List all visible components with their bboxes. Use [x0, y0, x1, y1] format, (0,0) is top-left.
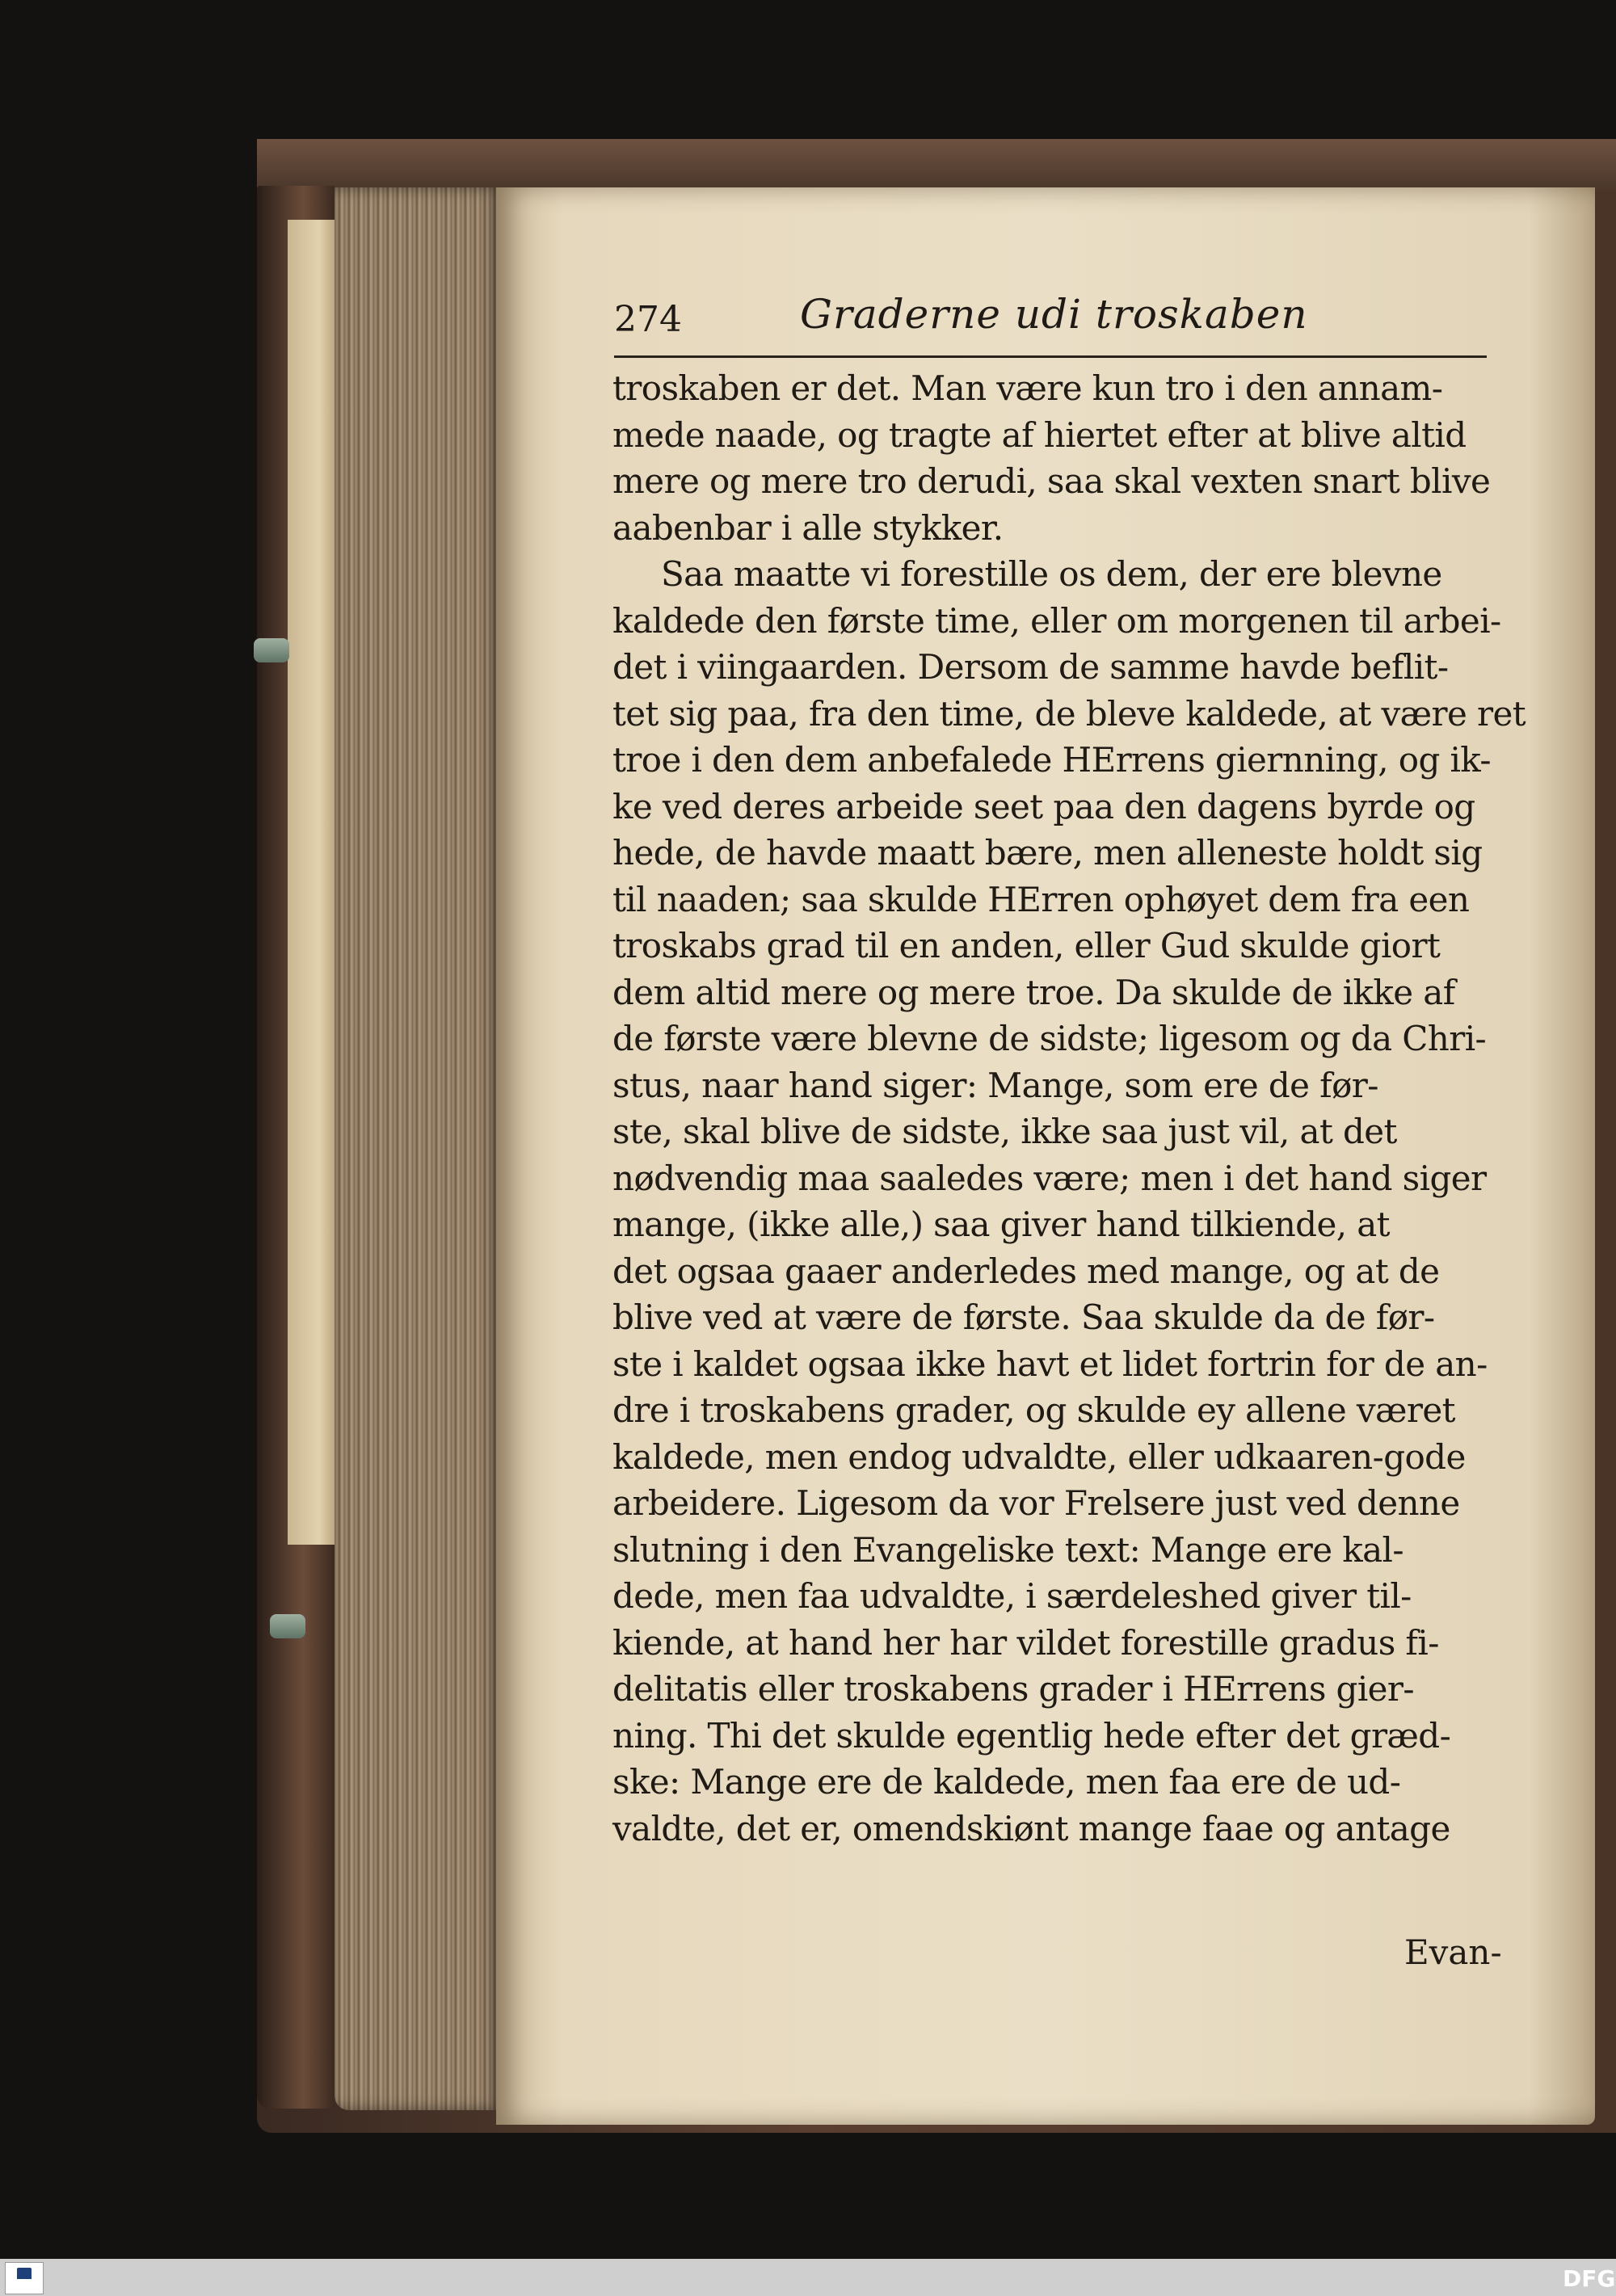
- text-line: ske: Mange ere de kaldede, men faa ere de ud-: [612, 1762, 1401, 1802]
- text-line: nødvendig maa saaledes være; men i det hand siger: [612, 1158, 1487, 1198]
- text-line: aabenbar i alle stykker.: [612, 507, 1004, 548]
- text-line: troskaben er det. Man være kun tro i den annam-: [612, 368, 1443, 408]
- text-line: tet sig paa, fra den time, de bleve kaldede, at være ret: [612, 693, 1526, 734]
- text-line: ste i kaldet ogsaa ikke havt et lidet fortrin for de an-: [612, 1344, 1488, 1384]
- text-line: kiende, at hand her har vildet forestille gradus fi-: [612, 1622, 1439, 1663]
- clasp-lower: [270, 1614, 305, 1638]
- flyleaf: [288, 220, 339, 1545]
- text-line: valdte, det er, omendskiønt mange faae og antage: [612, 1808, 1450, 1848]
- page-number: 274: [614, 299, 682, 340]
- text-line: ning. Thi det skulde egentlig hede efter det græd-: [612, 1715, 1451, 1756]
- page-header: [614, 291, 1487, 355]
- text-line: ste, skal blive de sidste, ikke saa just vil, at det: [612, 1112, 1397, 1151]
- library-logo-icon: [5, 2262, 44, 2294]
- text-line: blive ved at være de første. Saa skulde da de før-: [612, 1297, 1435, 1337]
- dfg-logo: DFG: [1563, 2265, 1616, 2292]
- text-line: mede naade, og tragte af hiertet efter at blive altid: [612, 414, 1467, 455]
- text-line: dem altid mere og mere troe. Da skulde de ikke af: [612, 972, 1455, 1012]
- text-line: kaldede den første time, eller om morgenen til arbei-: [612, 600, 1501, 641]
- cover-top-edge: [257, 139, 1616, 191]
- text-line: arbeidere. Ligesom da vor Frelsere just ved denne: [612, 1483, 1460, 1523]
- page-edges: [335, 187, 503, 2110]
- text-line: dede, men faa udvaldte, i særdeleshed giver til-: [612, 1576, 1412, 1616]
- text-line: ke ved deres arbeide seet paa den dagens byrde og: [612, 786, 1475, 826]
- running-title: Graderne udi troskaben: [800, 291, 1308, 338]
- header-rule: [614, 355, 1487, 358]
- text-line: Saa maatte vi forestille os dem, der ere blevne: [661, 554, 1442, 594]
- text-line: slutning i den Evangeliske text: Mange ere kal-: [612, 1529, 1403, 1570]
- text-line: mere og mere tro derudi, saa skal vexten snart blive: [612, 461, 1491, 501]
- text-line: de første være blevne de sidste; ligesom og da Chri-: [612, 1019, 1487, 1058]
- text-line: det i viingaarden. Dersom de samme havde beflit-: [612, 647, 1449, 687]
- clasp-upper: [254, 638, 289, 662]
- catchword: Evan-: [1404, 1932, 1502, 1972]
- text-line: troskabs grad til en anden, eller Gud skulde giort: [612, 926, 1441, 965]
- text-line: delitatis eller troskabens grader i HErrens gier-: [612, 1669, 1414, 1709]
- text-block: [612, 365, 1526, 1852]
- text-line: til naaden; saa skulde HErren ophøyet dem fra een: [612, 879, 1470, 919]
- text-line: kaldede, men endog udvaldte, eller udkaaren-gode: [612, 1436, 1466, 1477]
- text-line: mange, (ikke alle,) saa giver hand tilkiende, at: [612, 1205, 1390, 1244]
- text-line: troe i den dem anbefalede HErrens giernning, og ik-: [612, 740, 1492, 780]
- footer-strip: [0, 2259, 1616, 2296]
- text-line: dre i troskabens grader, og skulde ey allene været: [612, 1390, 1455, 1430]
- text-line: stus, naar hand siger: Mange, som ere de før-: [612, 1065, 1378, 1105]
- text-line: hede, de havde maatt bære, men alleneste holdt sig: [612, 833, 1483, 873]
- text-line: det ogsaa gaaer anderledes med mange, og at de: [612, 1251, 1440, 1291]
